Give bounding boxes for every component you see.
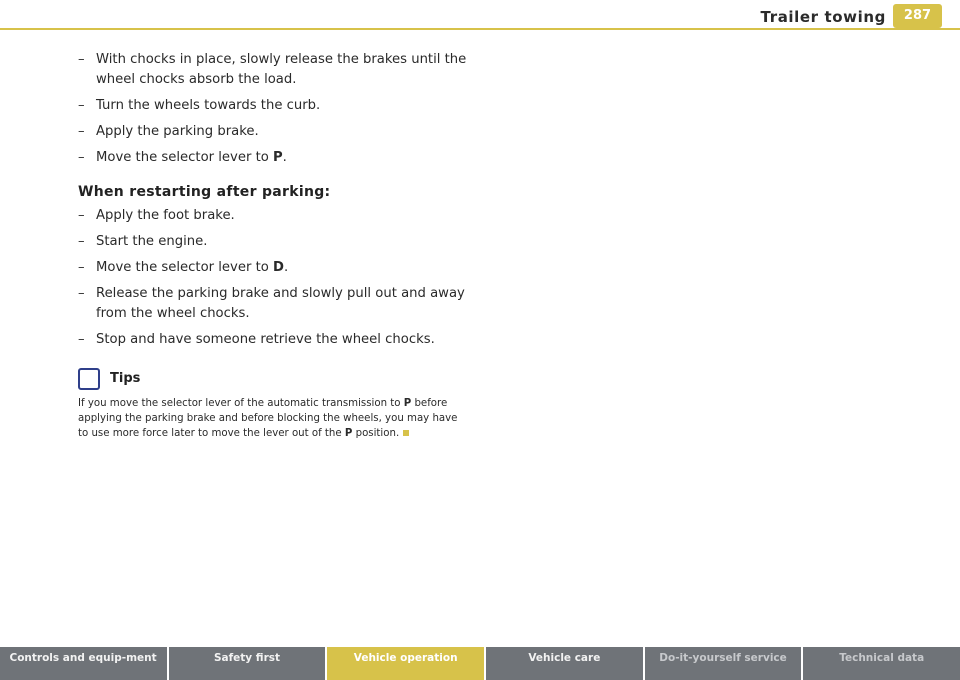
gear-letter: D <box>273 260 284 275</box>
step-item: – Stop and have someone retrieve the wheel chocks. <box>78 330 470 350</box>
step-item <box>78 148 470 168</box>
tab-vehicle-operation[interactable]: Vehicle operation <box>327 647 486 680</box>
gear-letter: P <box>344 428 353 439</box>
step-text: Move the selector lever to <box>96 150 273 165</box>
info-icon <box>78 368 100 390</box>
gear-letter: P <box>403 398 412 409</box>
header-rule <box>0 28 960 30</box>
step-item: – Release the parking brake and slowly pull out and away from the wheel chocks. <box>78 284 470 324</box>
tips-text-part: before applying the parking brake and before blocking the wheels, you may have to use more force later to move the lever out of the <box>78 398 458 439</box>
main-content <box>78 50 470 441</box>
tips-text <box>78 396 470 441</box>
page-number-badge: 287 <box>893 4 942 28</box>
header-title: Trailer towing <box>760 8 886 26</box>
tab-vehicle-care[interactable]: Vehicle care <box>486 647 645 680</box>
chapter-nav <box>0 647 960 680</box>
step-item: – Apply the parking brake. <box>78 122 470 142</box>
step-item: – With chocks in place, slowly release the brakes until the wheel chocks absorb the load. <box>78 50 470 90</box>
step-item: – Start the engine. <box>78 232 470 252</box>
step-item <box>78 258 470 278</box>
step-item: – Apply the foot brake. <box>78 206 470 226</box>
tips-header <box>78 368 470 390</box>
tab-technical-data[interactable]: Technical data <box>803 647 960 680</box>
tab-do-it-yourself-service[interactable]: Do-it-yourself service <box>645 647 804 680</box>
tab-safety-first[interactable]: Safety first <box>169 647 328 680</box>
tab-controls-and-equipment[interactable]: Controls and equip-ment <box>0 647 169 680</box>
section-heading: When restarting after parking: <box>78 184 331 200</box>
step-text: Move the selector lever to <box>96 260 273 275</box>
step-text: . <box>283 260 289 275</box>
step-item: – Turn the wheels towards the curb. <box>78 96 470 116</box>
gear-letter: P <box>273 150 283 165</box>
end-marker-icon <box>403 430 409 436</box>
step-text: . <box>282 150 287 165</box>
tips-label: Tips <box>110 371 141 386</box>
tips-text-part: position. <box>352 428 400 439</box>
tips-text-part: If you move the selector lever of the automatic transmission to <box>78 398 404 409</box>
